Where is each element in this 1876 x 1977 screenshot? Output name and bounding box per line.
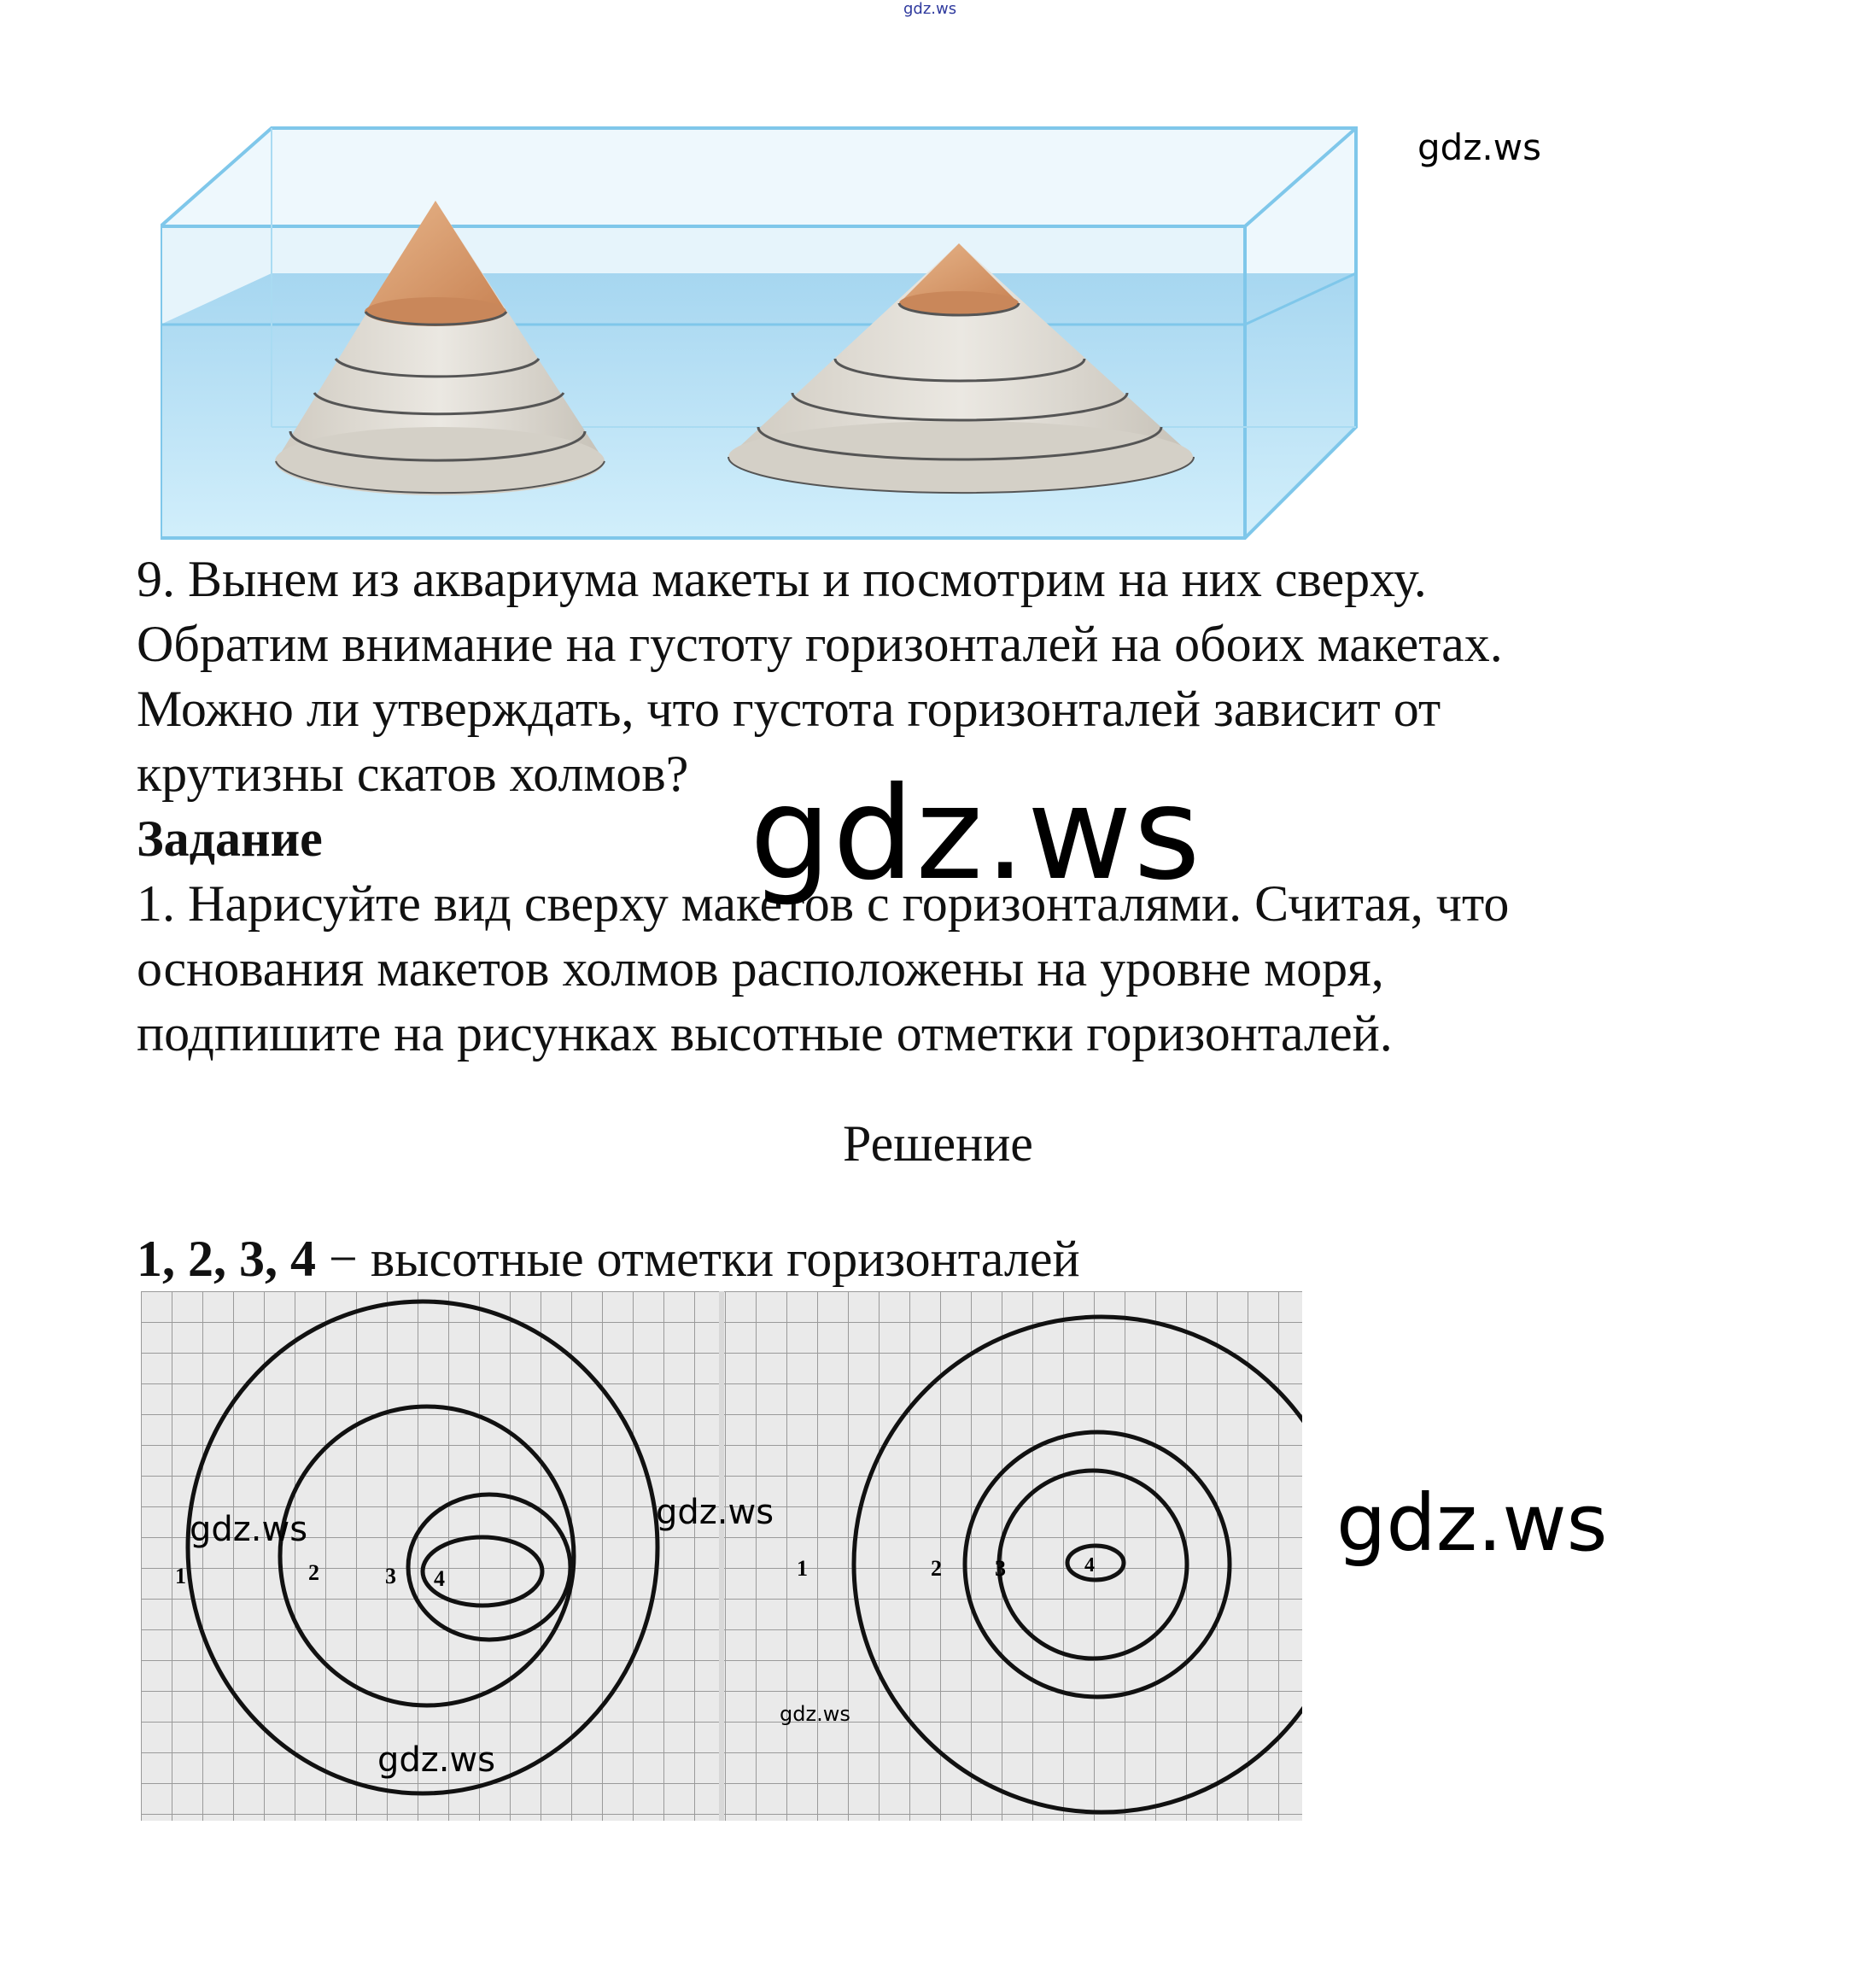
left-label-2: 2 (308, 1560, 319, 1585)
watermark-row-5: gdz.ws (1417, 126, 1541, 168)
left-label-4: 4 (434, 1566, 445, 1591)
watermark-map-small: gdz.ws (780, 1702, 850, 1726)
question-line-2: Обратим внимание на густоту горизонталей на обоих макетах. (137, 616, 1503, 672)
legend (137, 1230, 1080, 1289)
contour-drawings (141, 1291, 1302, 1821)
left-label-3: 3 (385, 1564, 396, 1588)
right-label-4: 4 (1084, 1554, 1095, 1576)
question-line-4: крутизны скатов холмов? (137, 746, 689, 802)
watermark-map-bottom: gdz.ws (377, 1740, 496, 1780)
watermark-side: gdz.ws (1336, 1477, 1608, 1569)
legend-numbers: 1, 2, 3, 4 (137, 1231, 316, 1287)
solution-title: Решение (843, 1115, 1033, 1172)
right-label-1: 1 (797, 1556, 808, 1581)
watermark-tiny: gdz.ws (903, 0, 957, 18)
right-label-3: 3 (995, 1556, 1006, 1581)
aquarium-illustration (161, 120, 1373, 547)
question-line-1: 9. Вынем из аквариума макеты и посмотрим на них сверху. (137, 551, 1427, 607)
left-label-1: 1 (175, 1564, 186, 1588)
watermark-map-left: gdz.ws (190, 1510, 308, 1549)
task-heading: Задание (137, 810, 323, 867)
watermark-map-center: gdz.ws (656, 1493, 774, 1532)
task-line-3: подпишите на рисунках высотные отметки горизонталей. (137, 1005, 1393, 1062)
legend-text: − высотные отметки горизонталей (316, 1231, 1080, 1287)
right-label-2: 2 (931, 1556, 942, 1581)
task-line-2: основания макетов холмов расположены на уровне моря, (137, 940, 1384, 997)
task-line-1: 1. Нарисуйте вид сверху макетов с горизонталями. Считая, что (137, 875, 1510, 932)
watermark-large: gdz.ws (750, 760, 1202, 909)
question-line-3: Можно ли утверждать, что густота горизонталей зависит от (137, 681, 1441, 737)
